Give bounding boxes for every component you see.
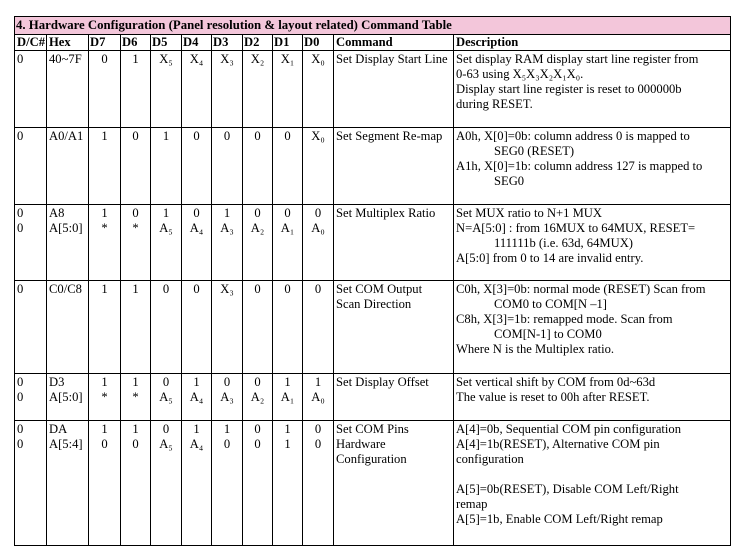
- bit-cell-d5: 1: [151, 128, 182, 205]
- command-cell: Set COM Pins Hardware Configuration: [334, 421, 454, 546]
- column-header-d7: D7: [89, 35, 121, 51]
- bit-cell-d2: 0 0: [243, 421, 273, 546]
- bit-cell-d6: 0: [121, 128, 151, 205]
- command-cell: Set Display Start Line: [334, 51, 454, 128]
- bit-cell-d6: 1 0: [121, 421, 151, 546]
- bit-cell-d5: 0 A₅: [151, 421, 182, 546]
- bit-cell-d7: 1 0: [89, 421, 121, 546]
- column-header-d-c: D/C#: [15, 35, 47, 51]
- dc-cell: 0 0: [15, 205, 47, 281]
- table-row: [15, 205, 731, 281]
- description-cell: A0h, X[0]=0b: column address 0 is mapped to SEG0 (RESET) A1h, X[0]=1b: column address 127 is mapped to SEG0: [454, 128, 731, 205]
- command-table-container: [14, 16, 730, 546]
- bit-cell-d1: 1 A₁: [273, 374, 303, 421]
- bit-cell-d1: 0 A₁: [273, 205, 303, 281]
- column-header-d4: D4: [182, 35, 212, 51]
- bit-cell-d6: 1: [121, 51, 151, 128]
- bit-cell-d3: 1 A₃: [212, 205, 243, 281]
- bit-cell-d5: 0: [151, 281, 182, 374]
- column-header-command: Command: [334, 35, 454, 51]
- bit-cell-d5: X₅: [151, 51, 182, 128]
- bit-cell-d4: X₄: [182, 51, 212, 128]
- bit-cell-d0: X₀: [303, 128, 334, 205]
- hex-cell: 40~7F: [47, 51, 89, 128]
- bit-cell-d2: 0: [243, 281, 273, 374]
- table-row: [15, 51, 731, 128]
- bit-cell-d7: 1 *: [89, 374, 121, 421]
- hex-cell: DA A[5:4]: [47, 421, 89, 546]
- bit-cell-d1: 0: [273, 281, 303, 374]
- bit-cell-d3: 1 0: [212, 421, 243, 546]
- column-header-description: Description: [454, 35, 731, 51]
- bit-cell-d7: 1: [89, 128, 121, 205]
- bit-cell-d4: 1 A₄: [182, 421, 212, 546]
- bit-cell-d1: 1 1: [273, 421, 303, 546]
- bit-cell-d4: 0: [182, 128, 212, 205]
- bit-cell-d3: X₃: [212, 51, 243, 128]
- column-header-d3: D3: [212, 35, 243, 51]
- bit-cell-d6: 0 *: [121, 205, 151, 281]
- column-header-hex: Hex: [47, 35, 89, 51]
- bit-cell-d2: 0: [243, 128, 273, 205]
- bit-cell-d2: 0 A₂: [243, 374, 273, 421]
- bit-cell-d0: X₀: [303, 51, 334, 128]
- dc-cell: 0: [15, 51, 47, 128]
- table-row: [15, 128, 731, 205]
- hex-cell: A0/A1: [47, 128, 89, 205]
- bit-cell-d3: X₃: [212, 281, 243, 374]
- bit-cell-d0: 0 0: [303, 421, 334, 546]
- description-cell: Set MUX ratio to N+1 MUX N=A[5:0] : from 16MUX to 64MUX, RESET= 111111b (i.e. 63d, 64MUX) A[5:0] from 0 to 14 are invalid entry.: [454, 205, 731, 281]
- description-cell: Set display RAM display start line register from 0-63 using X₅X₃X₂X₁X₀. Display start line register is reset to 000000b during RESET.: [454, 51, 731, 128]
- table-header-row: [15, 35, 731, 51]
- bit-cell-d1: X₁: [273, 51, 303, 128]
- bit-cell-d5: 1 A₅: [151, 205, 182, 281]
- bit-cell-d7: 1: [89, 281, 121, 374]
- bit-cell-d5: 0 A₅: [151, 374, 182, 421]
- dc-cell: 0 0: [15, 421, 47, 546]
- command-table: [14, 16, 731, 546]
- hex-cell: C0/C8: [47, 281, 89, 374]
- table-title-row: [15, 17, 731, 35]
- bit-cell-d0: 0 A₀: [303, 205, 334, 281]
- table-row: [15, 281, 731, 374]
- command-cell: Set COM Output Scan Direction: [334, 281, 454, 374]
- hex-cell: A8 A[5:0]: [47, 205, 89, 281]
- description-cell: C0h, X[3]=0b: normal mode (RESET) Scan from COM0 to COM[N –1] C8h, X[3]=1b: remapped mode. Scan from COM[N-1] to COM0 Where N is the Multiplex ratio.: [454, 281, 731, 374]
- dc-cell: 0 0: [15, 374, 47, 421]
- bit-cell-d0: 1 A₀: [303, 374, 334, 421]
- description-cell: A[4]=0b, Sequential COM pin configuration A[4]=1b(RESET), Alternative COM pin configuration A[5]=0b(RESET), Disable COM Left/Right remap A[5]=1b, Enable COM Left/Right remap: [454, 421, 731, 546]
- column-header-d1: D1: [273, 35, 303, 51]
- column-header-d6: D6: [121, 35, 151, 51]
- dc-cell: 0: [15, 128, 47, 205]
- table-title: 4. Hardware Configuration (Panel resolution & layout related) Command Table: [15, 17, 731, 35]
- hex-cell: D3 A[5:0]: [47, 374, 89, 421]
- column-header-d5: D5: [151, 35, 182, 51]
- bit-cell-d4: 0: [182, 281, 212, 374]
- bit-cell-d7: 1 *: [89, 205, 121, 281]
- bit-cell-d4: 0 A₄: [182, 205, 212, 281]
- bit-cell-d3: 0: [212, 128, 243, 205]
- bit-cell-d6: 1 *: [121, 374, 151, 421]
- bit-cell-d2: 0 A₂: [243, 205, 273, 281]
- bit-cell-d6: 1: [121, 281, 151, 374]
- command-cell: Set Multiplex Ratio: [334, 205, 454, 281]
- table-row: [15, 421, 731, 546]
- bit-cell-d1: 0: [273, 128, 303, 205]
- column-header-d0: D0: [303, 35, 334, 51]
- table-row: [15, 374, 731, 421]
- dc-cell: 0: [15, 281, 47, 374]
- bit-cell-d0: 0: [303, 281, 334, 374]
- command-cell: Set Segment Re-map: [334, 128, 454, 205]
- command-cell: Set Display Offset: [334, 374, 454, 421]
- column-header-d2: D2: [243, 35, 273, 51]
- description-cell: Set vertical shift by COM from 0d~63d The value is reset to 00h after RESET.: [454, 374, 731, 421]
- bit-cell-d7: 0: [89, 51, 121, 128]
- bit-cell-d3: 0 A₃: [212, 374, 243, 421]
- bit-cell-d4: 1 A₄: [182, 374, 212, 421]
- bit-cell-d2: X₂: [243, 51, 273, 128]
